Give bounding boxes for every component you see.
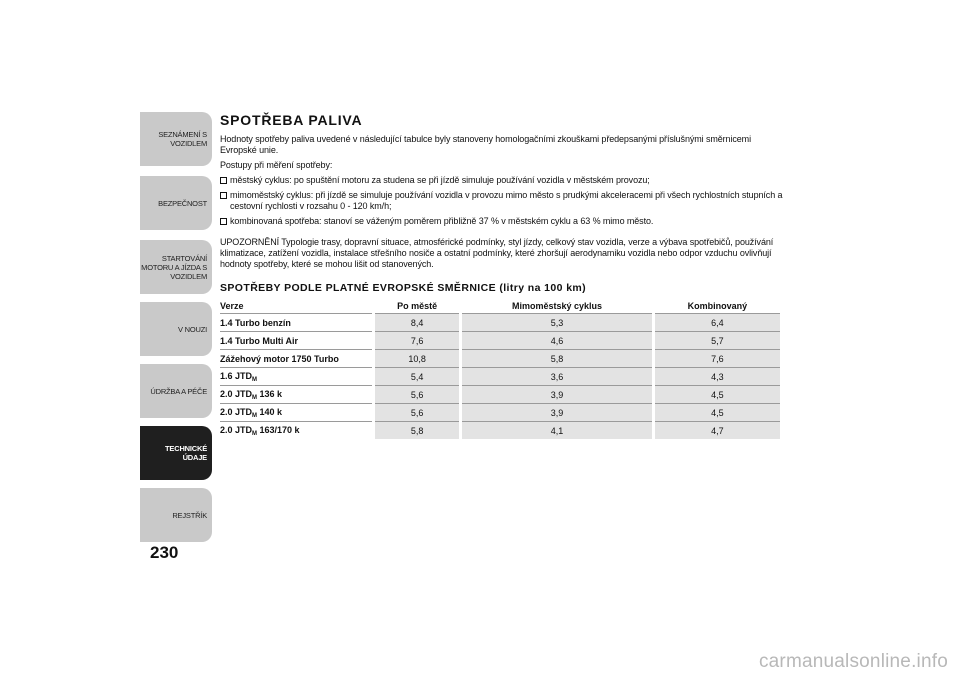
- checkbox-bullet-icon: [220, 192, 227, 199]
- value-city: 10,8: [375, 350, 459, 368]
- value-extra: 3,9: [462, 404, 652, 422]
- table-row: [220, 422, 780, 440]
- engine-version: 1.6 $JTD_M$: [220, 368, 372, 386]
- value-city: 5,8: [375, 422, 459, 440]
- table-row: [220, 386, 780, 404]
- page-title: SPOTŘEBA PALIVA: [220, 112, 363, 128]
- tab-bezpecnost[interactable]: BEZPEČNOST: [140, 176, 212, 230]
- table-row: [220, 368, 780, 386]
- table-row: [220, 350, 780, 368]
- page-number: 230: [150, 543, 179, 562]
- header-version: Verze: [220, 300, 244, 311]
- table-row: [220, 332, 780, 350]
- value-extra: 3,9: [462, 386, 652, 404]
- header-combined: Kombinovaný: [687, 300, 748, 311]
- bullet-item: kombinovaná spotřeba: stanoví se váženým poměrem přibližně 37 % v městském cyklu a 63 % mimo město.: [220, 216, 785, 227]
- value-extra: 5,8: [462, 350, 652, 368]
- value-extra: 4,6: [462, 332, 652, 350]
- value-comb: 5,7: [655, 332, 780, 350]
- engine-version: 2.0 $JTD_M$ 163/170 k: [220, 422, 372, 440]
- warning-paragraph: UPOZORNĚNÍ Typologie trasy, dopravní situace, atmosférické podmínky, styl jízdy, celkový stav vozidla, verze a výbava spotřebičů, používání klimatizace, zatížení vozidla, instalace střešního nosiče a ostatní podmínky, které zhoršují aerodynamiku vozidla nebo odpor vzduchu ovlivňují hodnoty spotřeby, které se mohou lišit od stanovených.: [220, 237, 774, 269]
- table-row: [220, 314, 780, 332]
- fuel-consumption-table: [220, 298, 780, 439]
- methods-heading: Postupy při měření spotřeby:: [220, 160, 333, 170]
- tab-seznameni[interactable]: SEZNÁMENÍ S VOZIDLEM: [140, 112, 212, 166]
- value-city: 7,6: [375, 332, 459, 350]
- value-comb: 6,4: [655, 314, 780, 332]
- bullet-item: mimoměstský cyklus: při jízdě se simuluje používání vozidla v provozu mimo město s prudkými akceleracemi při všech rychlostních stupních a cestovní rychlosti v rozsahu 0 - 120 km/h;: [220, 190, 785, 212]
- checkbox-bullet-icon: [220, 218, 227, 225]
- value-extra: 5,3: [462, 314, 652, 332]
- watermark: carmanualsonline.info: [758, 651, 948, 672]
- intro-paragraph: Hodnoty spotřeby paliva uvedené v následující tabulce byly stanoveny homologačními zkouškami předepsanými příslušnými směrnicemi Evropské unie.: [220, 134, 751, 155]
- header-extra-urban: Mimoměstský cyklus: [511, 300, 602, 311]
- value-extra: 4,1: [462, 422, 652, 440]
- table-header-row: [220, 298, 780, 314]
- value-extra: 3,6: [462, 368, 652, 386]
- value-comb: 7,6: [655, 350, 780, 368]
- engine-version: 2.0 $JTD_M$ 136 k: [220, 386, 372, 404]
- engine-version: Zážehový motor 1750 Turbo: [220, 350, 372, 368]
- table-row: [220, 404, 780, 422]
- page-content: [220, 112, 785, 439]
- value-comb: 4,7: [655, 422, 780, 440]
- header-city: Po městě: [397, 300, 438, 311]
- tab-udrzba[interactable]: ÚDRŽBA A PÉČE: [140, 364, 212, 418]
- engine-version: 1.4 Turbo Multi Air: [220, 332, 372, 350]
- value-comb: 4,5: [655, 386, 780, 404]
- value-city: 5,6: [375, 386, 459, 404]
- bullet-item: městský cyklus: po spuštění motoru za studena se při jízdě simuluje používání vozidla v městském provozu;: [220, 175, 785, 186]
- tab-technicke-udaje[interactable]: TECHNICKÉ ÚDAJE: [140, 426, 212, 480]
- value-city: 8,4: [375, 314, 459, 332]
- checkbox-bullet-icon: [220, 177, 227, 184]
- value-comb: 4,5: [655, 404, 780, 422]
- value-comb: 4,3: [655, 368, 780, 386]
- value-city: 5,4: [375, 368, 459, 386]
- value-city: 5,6: [375, 404, 459, 422]
- table-title: SPOTŘEBY PODLE PLATNÉ EVROPSKÉ SMĚRNICE (litry na 100 km): [220, 282, 587, 294]
- tab-v-nouzi[interactable]: V NOUZI: [140, 302, 212, 356]
- engine-version: 1.4 Turbo benzín: [220, 314, 372, 332]
- tab-rejstrik[interactable]: REJSTŘÍK: [140, 488, 212, 542]
- tab-startovani[interactable]: STARTOVÁNÍ MOTORU A JÍZDA S VOZIDLEM: [140, 240, 212, 294]
- engine-version: 2.0 $JTD_M$ 140 k: [220, 404, 372, 422]
